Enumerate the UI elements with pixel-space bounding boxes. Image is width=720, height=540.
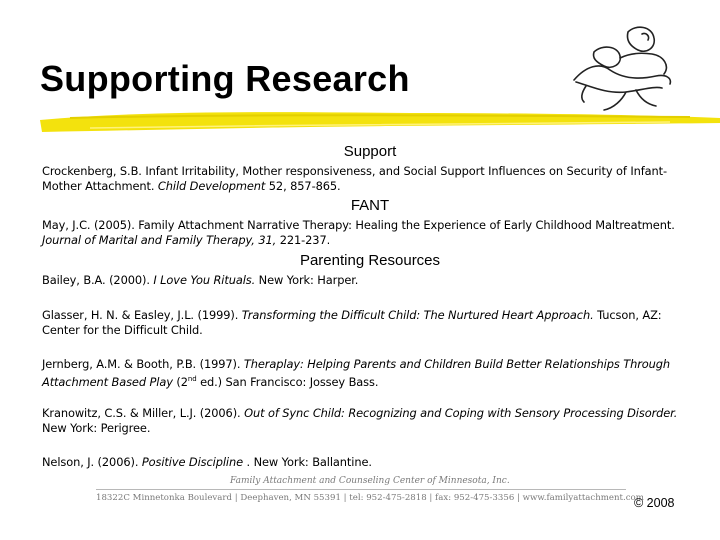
reference-book-title: I Love You Rituals. bbox=[153, 273, 256, 287]
reference-text: Nelson, J. (2006). bbox=[42, 455, 142, 469]
reference-text: Glasser, H. N. & Easley, J.L. (1999). bbox=[42, 308, 242, 322]
reference-book-title: Transforming the Difficult Child: The Nurtured Heart Approach. bbox=[241, 308, 594, 322]
reference-may bbox=[42, 218, 702, 248]
reference-book-title: Theraplay: Helping Parents and Children Build Better Relationships Through Attachment Based Play bbox=[42, 357, 671, 389]
reference-text: Crockenberg, S.B. Infant Irritability, Mother responsiveness, and Social Support Influences on Security of Infant-Mother Attachment. bbox=[42, 164, 667, 193]
section-heading-fant: FANT bbox=[350, 197, 390, 214]
reference-text: 221-237. bbox=[276, 233, 331, 247]
reference-text: Kranowitz, C.S. & Miller, L.J. (2006). bbox=[42, 406, 245, 420]
reference-text: . New York: Ballantine. bbox=[243, 455, 372, 469]
reference-text: Bailey, B.A. (2000). bbox=[42, 273, 154, 287]
footer-organization: Family Attachment and Counseling Center of Minnesota, Inc. bbox=[230, 476, 510, 486]
slide-title: Supporting Research bbox=[40, 58, 410, 99]
copyright: © 2008 bbox=[634, 496, 675, 510]
footer-address: 18322C Minnetonka Boulevard | Deephaven, MN 55391 | tel: 952-475-2818 | fax: 952-475-3356 | www.familyattachment.com bbox=[96, 493, 644, 503]
reference-text: (2 bbox=[172, 374, 188, 389]
reference-jernberg bbox=[42, 357, 702, 390]
reference-text: New York: Perigree. bbox=[42, 421, 151, 435]
reference-kranowitz bbox=[42, 406, 702, 436]
mother-and-child-line-drawing-icon bbox=[566, 22, 684, 114]
reference-text: Tucson, AZ: Center for the Difficult Child. bbox=[42, 308, 662, 337]
footer-divider bbox=[96, 489, 626, 490]
reference-text: 52, 857-865. bbox=[265, 179, 341, 193]
reference-journal: Journal of Marital and Family Therapy, 31, bbox=[42, 233, 277, 247]
reference-crockenberg bbox=[42, 164, 702, 194]
reference-nelson bbox=[42, 455, 702, 470]
section-heading-parenting-resources: Parenting Resources bbox=[299, 252, 441, 269]
reference-book-title: Out of Sync Child: Recognizing and Coping with Sensory Processing Disorder. bbox=[244, 406, 678, 420]
reference-text: New York: Harper. bbox=[255, 273, 359, 287]
reference-text: May, J.C. (2005). Family Attachment Narrative Therapy: Healing the Experience of Early Childhood Maltreatment. bbox=[42, 218, 675, 232]
footer bbox=[0, 474, 720, 514]
reference-text: ed.) San Francisco: Jossey Bass. bbox=[196, 374, 379, 389]
reference-book-title: Positive Discipline bbox=[141, 455, 244, 469]
reference-bailey bbox=[42, 273, 702, 288]
edition-superscript: nd bbox=[187, 375, 197, 383]
reference-journal: Child Development bbox=[157, 179, 266, 193]
reference-text: Jernberg, A.M. & Booth, P.B. (1997). bbox=[42, 357, 244, 371]
section-heading-support: Support bbox=[343, 143, 397, 160]
reference-glasser bbox=[42, 308, 702, 338]
